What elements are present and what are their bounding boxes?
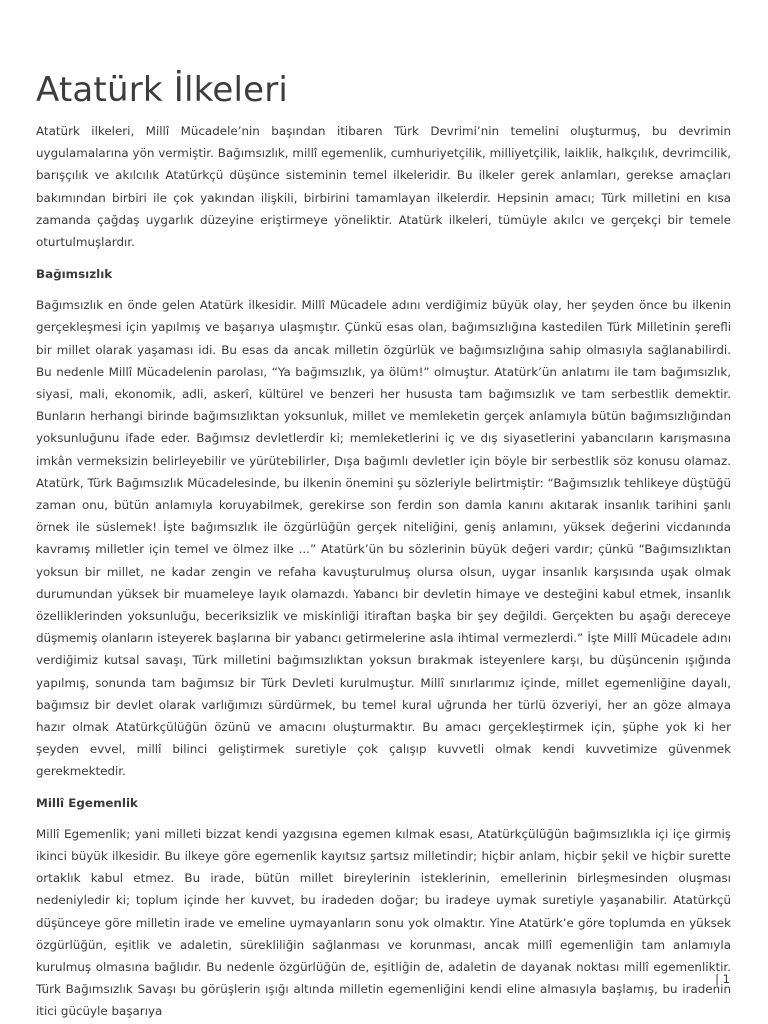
page-number: | 1 [715, 972, 730, 986]
section-paragraph-milli-egemenlik: Millî Egemenlik; yani milleti bizzat kendi yazgısına egemen kılmak esası, Atatürkçülüğün bağımsızlıkla içi içe girmiş ikinci büyük ilkesidir. Bu ilkeye göre egemenlik kayıtsız şartsız milletindir; hiçbir anlam, hiçbir şekil ve hiçbir surette ortaklık kabul etmez. Bu irade, bütün millet bireylerinin isteklerinin, emellerinin birleşmesinden oluşması nedeniyledir ki; toplum içinde her kuvvet, bu iradeden doğar; bu iradeye uymak suretiyle yaşanabilir. Atatürkçü düşünceye göre milletin irade ve emeline uymayanların sonu yok olmaktır. Yine Atatürk’e göre toplumda en yüksek özgürlüğün, eşitlik ve adaletin, sürekliliğin sağlanması ve korunması, ancak millî egemenliğin tam anlamıyla kurulmuş olmasına bağlıdır. Bu nedenle özgürlüğün de, eşitliğin de, adaletin de dayanak noktası millî egemenliktir. Türk Bağımsızlık Savaşı bu görüşlerin ışığı altında milletin egemenliğini kendi eline almasıyla başlamış, bu iradenin itici gücüyle başarıya [36, 826, 731, 1019]
document-page [36, 0, 731, 1023]
page-title: Atatürk İlkeleri [36, 70, 289, 110]
section-paragraph-bagimsizlik: Bağımsızlık en önde gelen Atatürk ilkesidir. Millî Mücadele adını verdiğimiz büyük olay, her şeyden önce bu ilkenin gerçekleşmesi için yapılmış ve başarıya ulaşmıştır. Çünkü esas olan, bağımsızlığına kastedilen Türk Milletinin şerefli bir millet olarak yaşaması idi. Bu esas da ancak milletin özgürlük ve bağımsızlığına sahip olmasıyla sağlanabilirdi. Bu nedenle Millî Mücadelenin parolası, “Ya bağımsızlık, ya ölüm!” olmuştur. Atatürk’ün anlatımı ile tam bağımsızlık, siyasi, mali, ekonomik, adli, askerî, kültürel ve benzeri her hususta tam bağımsızlık ve tam serbestlik demektir. Bunların herhangi birinde bağımsızlıktan yoksunluk, millet ve memleketin gerçek anlamıyla bütün bağımsızlığından yoksunluğunu ifade eder. Bağımsız devletlerdir ki; memleketlerini iç ve dış siyasetlerini yabancıların karışmasına imkân vermeksizin belirleyebilir ve yürütebilirler, Dışa bağımlı devletler için böyle bir serbestlik söz konusu olamaz. Atatürk, Türk Bağımsızlık Mücadelesinde, bu ilkenin önemini şu sözleriyle belirtmiştir: “Bağımsızlık tehlikeye düştüğü zaman onu, bütün anlamıyla koruyabilmek, gerekirse son ferdin son damla kanını akıtarak insanlık tarihini şanlı örnek ile süslemek! İşte bağımsızlık ile özgürlüğün gerçek niteliğini, geniş anlamını, yüksek değerini vicdanında kavramış milletler için temel ve ölmez ilke ...” Atatürk’ün bu sözlerinin büyük değeri vardır; çünkü “Bağımsızlıktan yoksun bir millet, ne kadar zengin ve refaha kavuşturulmuş olursa olsun, uygar insanlık karşısında uşak olmak durumundan yüksek bir muameleye layık olamazdı. Yabancı bir devletin himaye ve desteğini kabul etmek, insanlık özelliklerinden yoksunluğu, beceriksizlik ve miskinliği itiraftan başka bir şey değildi. Gerçekten bu aşağı dereceye düşmemiş olanların isteyerek başlarına bir yabancı getirmelerine asla ihtimal vermezlerdi.” İşte Millî Mücadele adını verdiğimiz kutsal savaşı, Türk milletini bağımsızlıktan yoksun bırakmak isteyenlere karşı, bu düşüncenin ışığında yapılmış, sonunda tam bağımsız bir Türk Devleti kurulmuştur. Millî sınırlarımız içinde, millet egemenliğine dayalı, bağımsız bir devlet olarak varlığımızı sürdürmek, bu temel kural uğrunda her türlü özveriyi, her an göze almaya hazır olmak Atatürkçülüğün özünü ve amacını oluşturmaktır. Bu amacı gerçekleştirmek için, şüphe yok ki her şeyden evvel, millî bilinci geliştirmek suretiyle çok çalışıp kuvvetli olmak kendi kuvvetimize güvenmek gerekmektedir. [36, 298, 731, 779]
section-heading-milli-egemenlik: Millî Egemenlik [36, 795, 138, 810]
section-heading-bagimsizlik: Bağımsızlık [36, 267, 113, 282]
intro-paragraph: Atatürk ilkeleri, Millî Mücadele’nin başından itibaren Türk Devrimi’nin temelini oluşturmuş, bu devrimin uygulamalarına yön vermiştir. Bağımsızlık, millî egemenlik, cumhuriyetçilik, milliyetçilik, laiklik, halkçılık, devrimcilik, barışçılık ve akılcılık Atatürkçü düşünce sisteminin temel ilkeleridir. Bu ilkeler gerek anlamları, gerekse amaçları bakımından birbiri ile çok yakından ilişkili, birbirini tamamlayan ilkelerdir. Hepsinin amacı; Türk milletini en kısa zamanda çağdaş uygarlık düzeyine eriştirmeye yöneliktir. Atatürk ilkeleri, tümüyle akılcı ve gerçekçi bir temele oturtulmuşlardır. [36, 124, 731, 250]
